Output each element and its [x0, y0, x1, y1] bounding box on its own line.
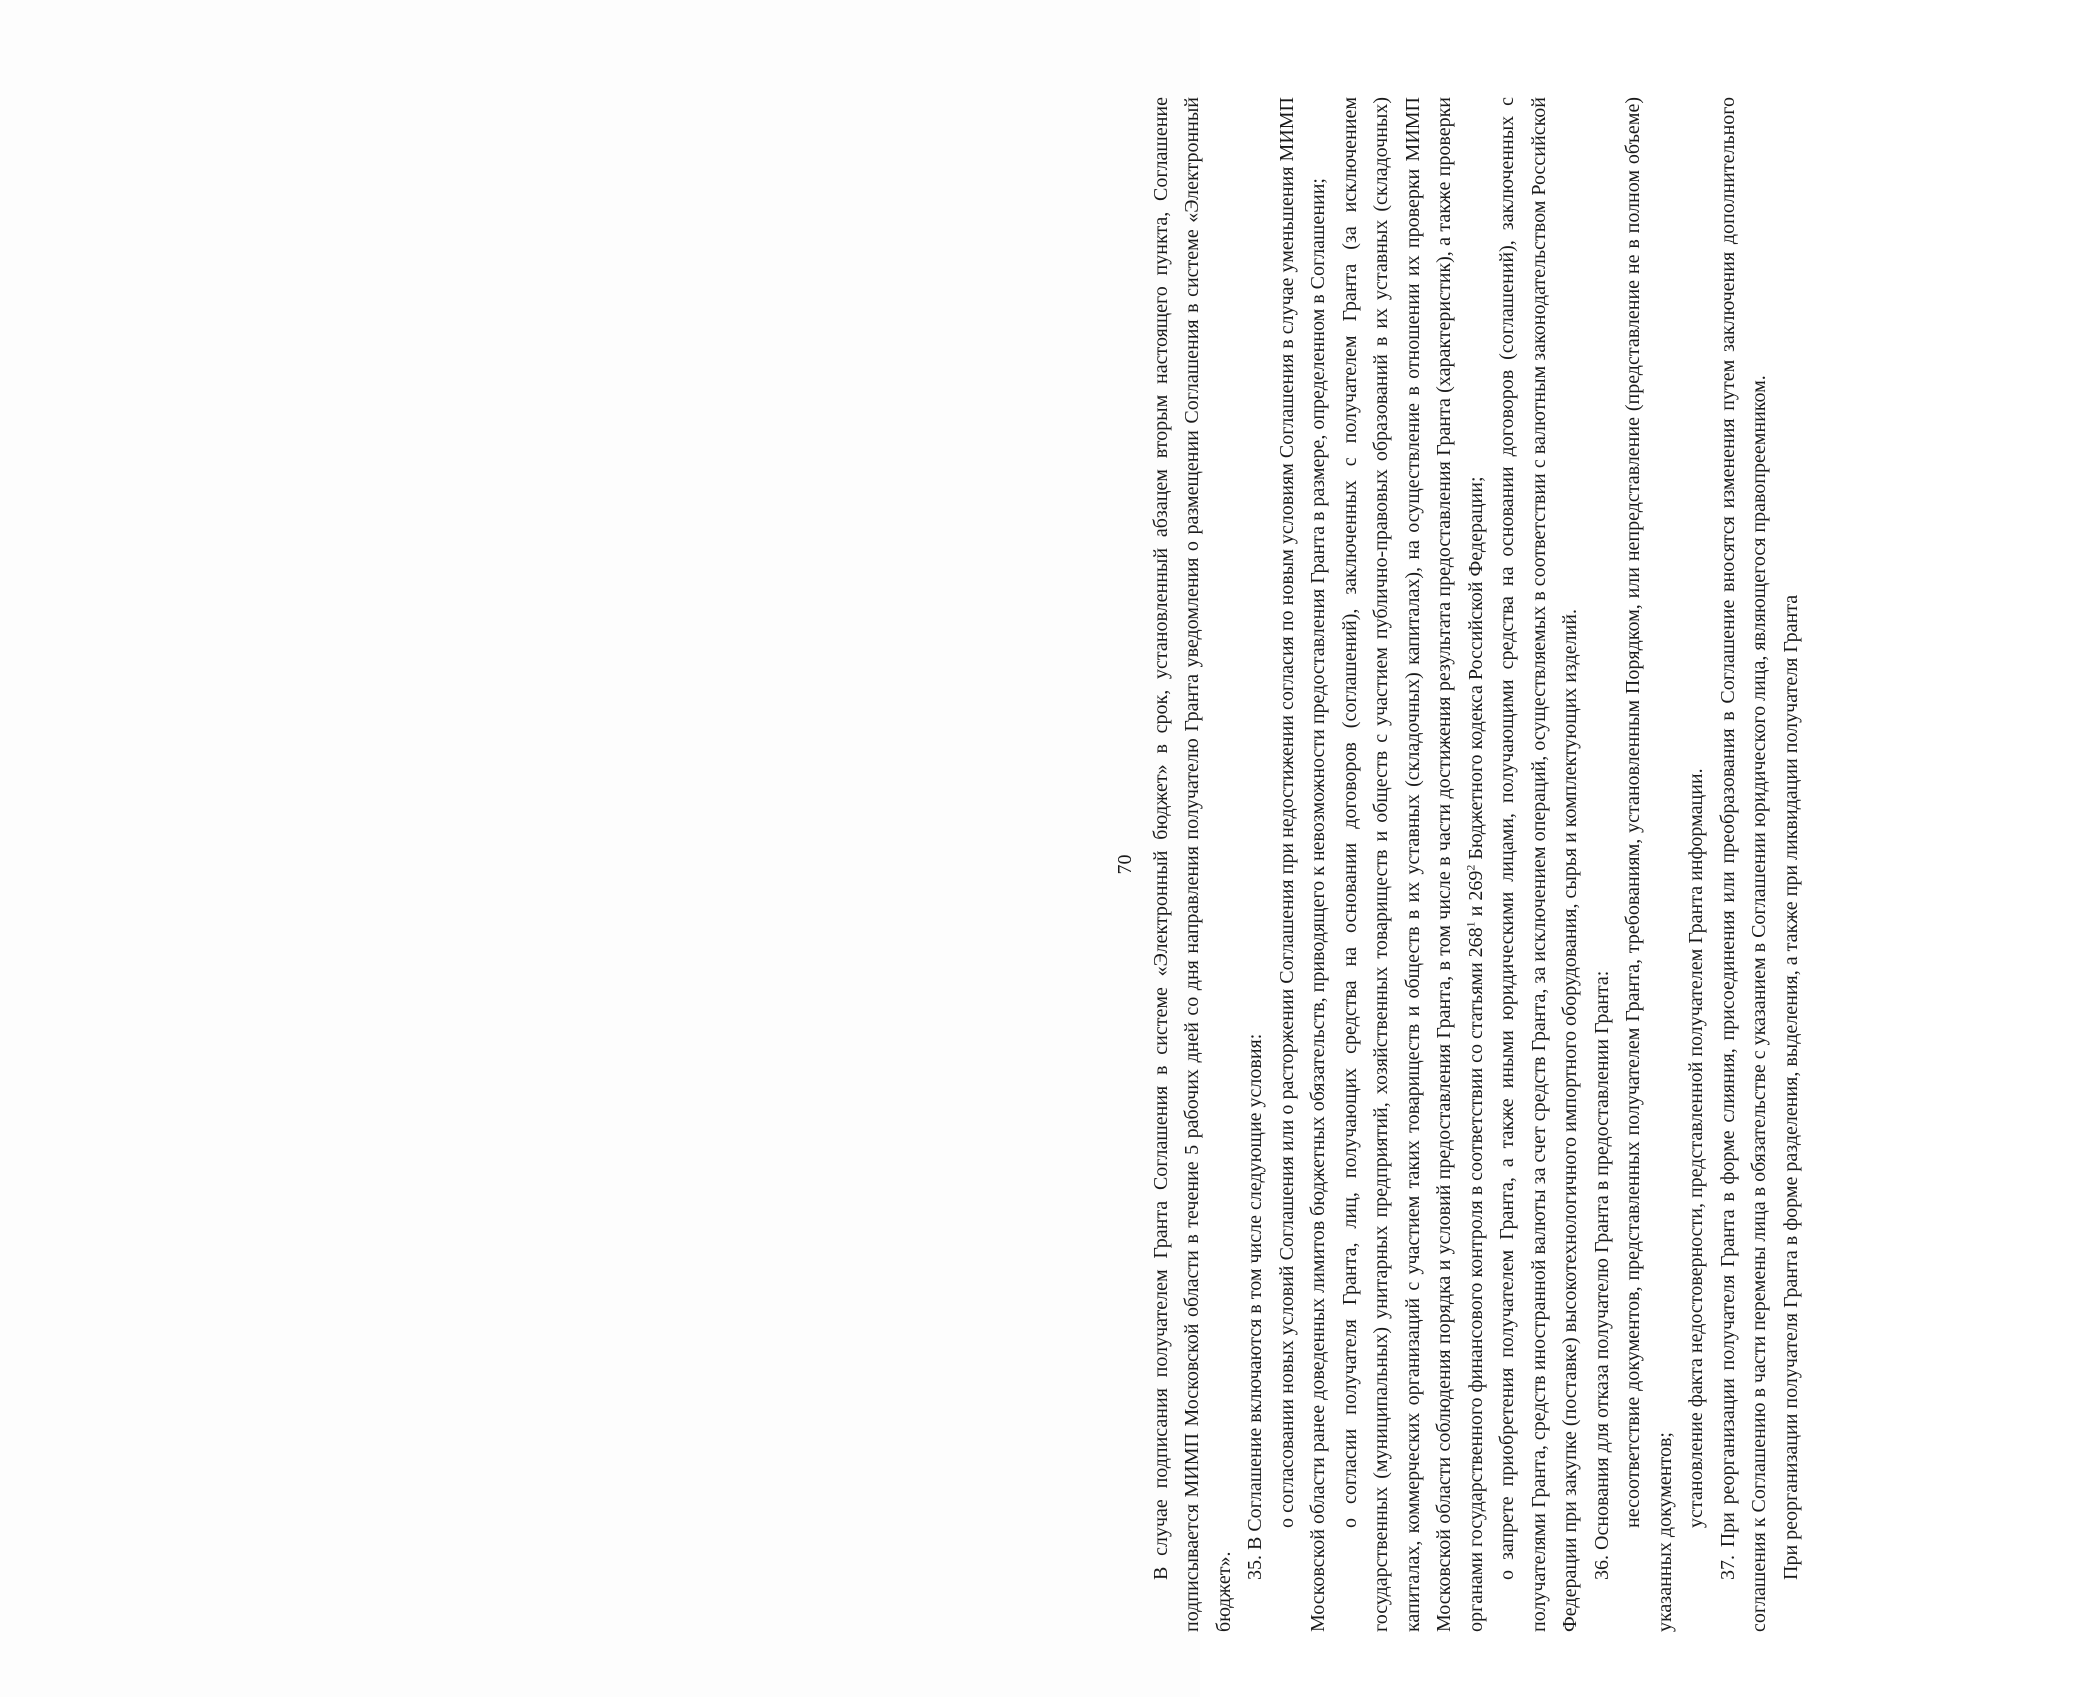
paragraph-2: 35. В Соглашение включаются в том числе следующие условия:	[1244, 1033, 1266, 1580]
paragraph-7: несоответствие документов, представленных получателем Гранта, требованиям, установленным Порядком, или непредставление (представление не в полном объеме) указанных документов;	[1622, 97, 1676, 1632]
paragraph-6: 36. Основания для отказа получателю Гранта в предоставлении Гранта:	[1590, 970, 1613, 1580]
superscript-2: 2	[1462, 864, 1477, 871]
paragraph-10: При реорганизации получателя Гранта в форме разделения, выделения, а также при ликвидации получателя Гранта	[1779, 594, 1802, 1580]
paragraph-4-mid: и 269	[1464, 870, 1487, 922]
paragraph-9: 37. При реорганизации получателя Гранта в форме слияния, присоединения или преобразования в Соглашение вносятся изменения путем заключения дополнительного соглашения к Соглашению в части перемены лица в обязательстве с указанием в Соглашении юридического лица, являющегося правопреемником.	[1716, 97, 1770, 1632]
paragraph-3: о согласовании новых условий Соглашения или о расторжении Соглашения при недостижении согласия по новым условиям Соглашения в случае уменьшения МИМП Московской области ранее доведенных лимитов бюджетных обязательств, приводящего к невозможности предоставления Гранта в размере, определенном в Соглашении;	[1275, 97, 1329, 1632]
paragraph-1: В случае подписания получателем Гранта Соглашения в системе «Электронный бюджет» в срок, установленный абзацем вторым настоящего пункта, Соглашение подписывается МИМП Московской области в течение 5 рабочих дней со дня направления получателю Гранта уведомления о размещении Соглашения в системе «Электронный бюджет».	[1149, 97, 1235, 1632]
paragraph-5: о запрете приобретения получателем Гранта, а также иными юридическими лицами, получающими средства на основании договоров (соглашений), заключенных с получателями Гранта, средств иностранной валюты за счет средств Гранта, за исключением операций, осуществляемых в соответствии с валютным законодательством Российской Федерации при закупке (поставке) высокотехнологичного импортного оборудования, сырья и комплектующих изделий.	[1496, 97, 1581, 1632]
superscript-1: 1	[1462, 921, 1477, 928]
paragraph-8: установление факта недостоверности, представленной получателем Гранта информации.	[1685, 768, 1707, 1528]
paragraph-4	[1335, 97, 1493, 1632]
page-number: 70	[1114, 854, 1136, 875]
paragraph-4-text: о согласии получателя Гранта, лиц, получающих средства на основании договоров (соглашений), заключенных с получателем Гранта (за исключением государственных (муниципальных) унитарных предприятий, хозяйственных товариществ и обществ с участием публично-правовых образований в их уставных (складочных) капиталах, коммерческих организаций с участием таких товариществ и обществ в их уставных (складочных) капиталах), на осуществление в отношении их проверки МИМП Московской области соблюдения порядка и условий предоставления Гранта, в том числе в части достижения результата предоставления Гранта (характеристик), а также проверки органами государственного финансового контроля в соответствии со статьями 268	[1338, 97, 1487, 1632]
paragraph-4-tail: Бюджетного кодекса Российской Федерации;	[1464, 476, 1487, 865]
rotated-page-content	[1110, 97, 2100, 1632]
